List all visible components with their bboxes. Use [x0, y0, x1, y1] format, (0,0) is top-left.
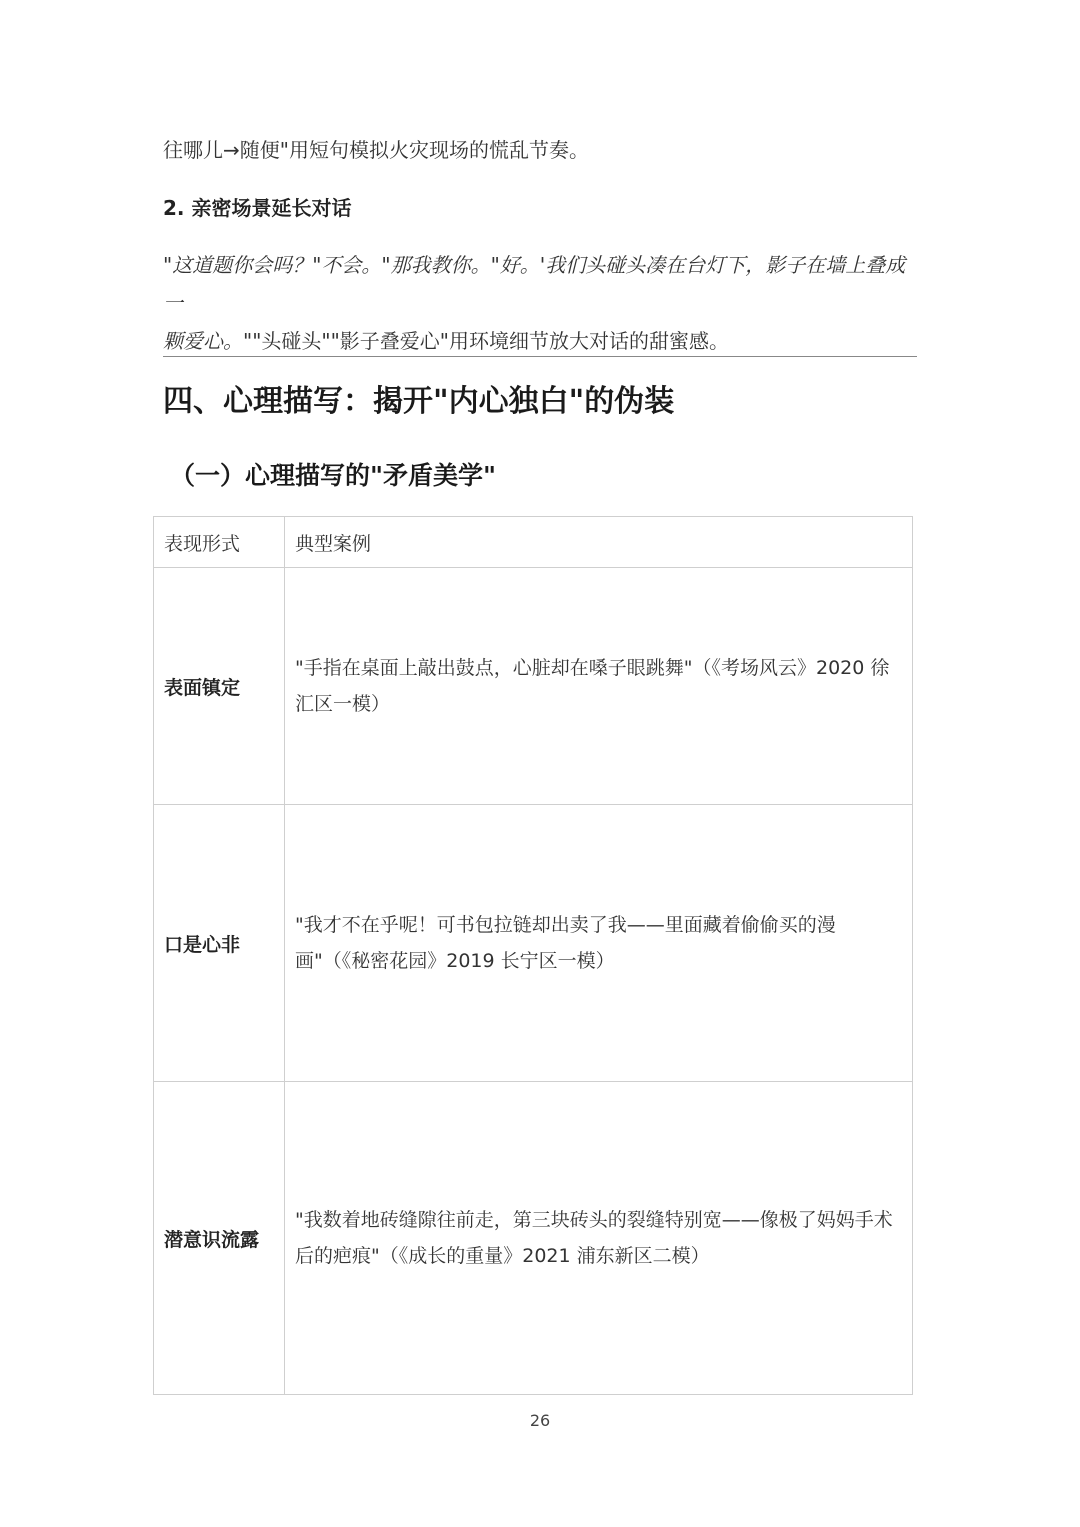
section-divider — [163, 356, 917, 357]
row-form: 口是心非 — [154, 805, 285, 1082]
quote-italic-line1: "这道题你会吗？"不会。"那我教你。"好。'我们头碰头凑在台灯下，影子在墙上叠成一 — [163, 253, 906, 315]
psychology-cases-table — [153, 516, 913, 1395]
table-row — [154, 1082, 913, 1395]
continued-paragraph-line: 往哪儿→随便"用短句模拟火灾现场的慌乱节奏。 — [163, 138, 589, 162]
row-form: 潜意识流露 — [154, 1082, 285, 1395]
table-header-row — [154, 517, 913, 568]
row-form: 表面镇定 — [154, 568, 285, 805]
table-row — [154, 568, 913, 805]
header-form: 表现形式 — [154, 517, 285, 568]
quote-plain-text: ""头碰头""影子叠爱心"用环境细节放大对话的甜蜜感。 — [243, 329, 729, 353]
row-example: "手指在桌面上敲出鼓点，心脏却在嗓子眼跳舞"（《考场风云》2020 徐汇区一模） — [285, 568, 913, 805]
section-subtitle: （一）心理描写的"矛盾美学" — [170, 461, 497, 490]
row-example: "我数着地砖缝隙往前走，第三块砖头的裂缝特别宽——像极了妈妈手术后的疤痕"（《成长的重量》2021 浦东新区二模） — [285, 1082, 913, 1395]
table-row — [154, 805, 913, 1082]
header-example: 典型案例 — [285, 517, 913, 568]
page-number: 26 — [529, 1411, 551, 1430]
quote-italic-line2: 颗爱心。 — [163, 329, 243, 353]
row-example: "我才不在乎呢！可书包拉链却出卖了我——里面藏着偷偷买的漫画"（《秘密花园》2019 长宁区一模） — [285, 805, 913, 1082]
subsection-heading: 2. 亲密场景延长对话 — [163, 196, 352, 220]
section-title: 四、心理描写：揭开"内心独白"的伪装 — [163, 384, 675, 419]
dialogue-quote — [163, 246, 923, 360]
